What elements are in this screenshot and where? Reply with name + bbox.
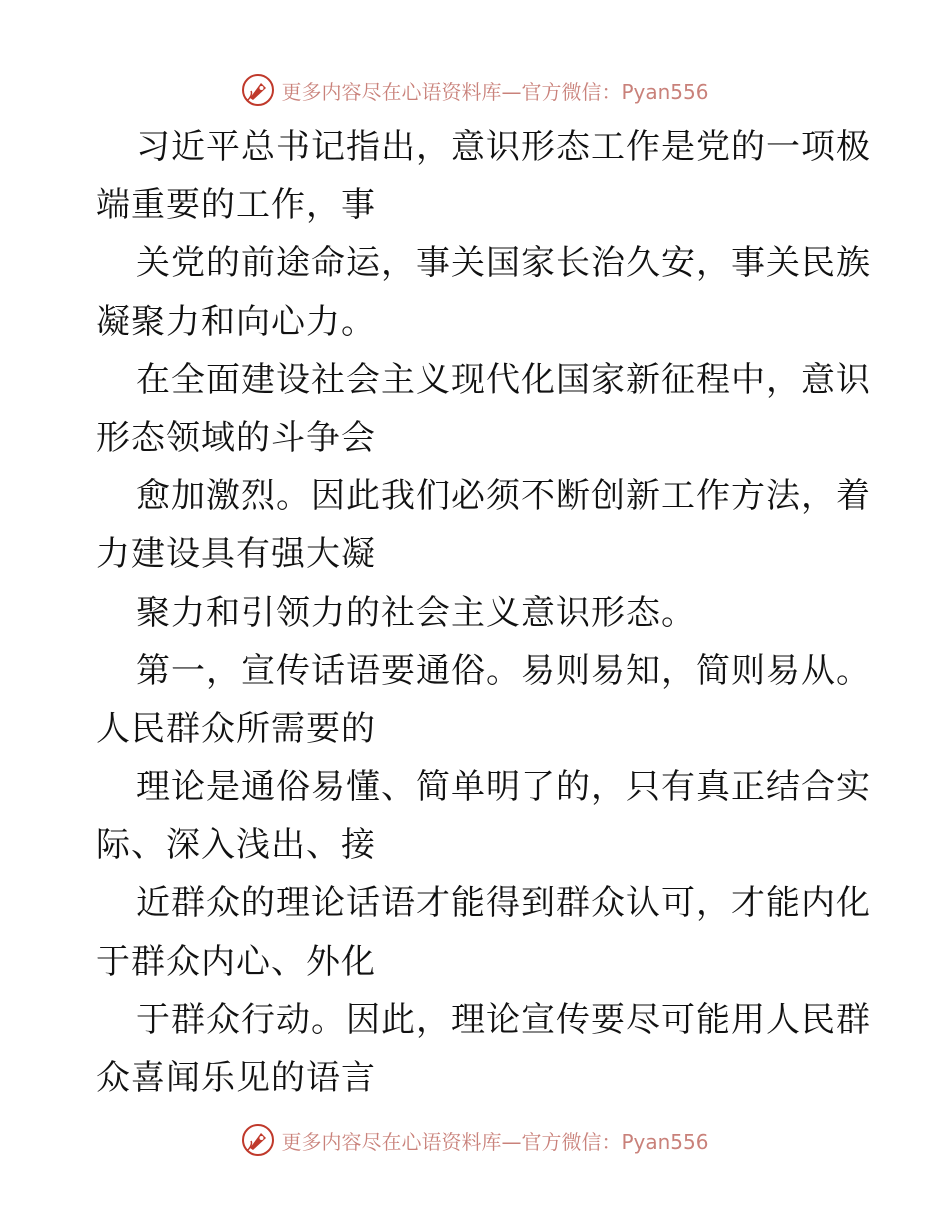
- paragraph-line: 在全面建设社会主义现代化国家新征程中，意识: [136, 359, 871, 400]
- paragraph-line: 近群众的理论话语才能得到群众认可，才能内化: [136, 883, 871, 924]
- paragraph-line: 关党的前途命运，事关国家长治久安，事关民族: [136, 243, 871, 284]
- paragraph-line: 理论是通俗易懂、简单明了的，只有真正结合实: [136, 767, 871, 808]
- paragraph-line: 众喜闻乐见的语言: [96, 1058, 376, 1098]
- paragraph-line: 于群众行动。因此，理论宣传要尽可能用人民群: [136, 999, 871, 1040]
- header-banner-text: 更多内容尽在心语资料库—官方微信：Pyan556: [281, 79, 709, 104]
- paragraph-line: 力建设具有强大凝: [96, 534, 376, 575]
- paragraph-line: 聚力和引领力的社会主义意识形态。: [136, 592, 696, 633]
- footer-banner-text: 更多内容尽在心语资料库—官方微信：Pyan556: [281, 1129, 709, 1154]
- paragraph-line: 习近平总书记指出，意识形态工作是党的一项极: [136, 127, 871, 167]
- paragraph-line: 形态领域的斗争会: [96, 417, 376, 458]
- paragraph-line: 凝聚力和向心力。: [96, 301, 376, 342]
- paragraph-line: 愈加激烈。因此我们必须不断创新工作方法，着: [136, 476, 871, 517]
- paragraph-line: 于群众内心、外化: [96, 941, 376, 982]
- paragraph-line: 端重要的工作，事: [96, 185, 376, 226]
- paragraph-line: 际、深入浅出、接: [96, 825, 376, 866]
- pen-nib-logo-icon: [241, 73, 275, 107]
- paragraph-line: 人民群众所需要的: [96, 708, 376, 749]
- pen-nib-logo-icon: [241, 1123, 275, 1157]
- header-watermark: [0, 70, 950, 110]
- footer-watermark: [0, 1120, 950, 1160]
- document-body: [96, 118, 871, 1107]
- paragraph-line: 第一，宣传话语要通俗。易则易知，简则易从。: [136, 650, 871, 691]
